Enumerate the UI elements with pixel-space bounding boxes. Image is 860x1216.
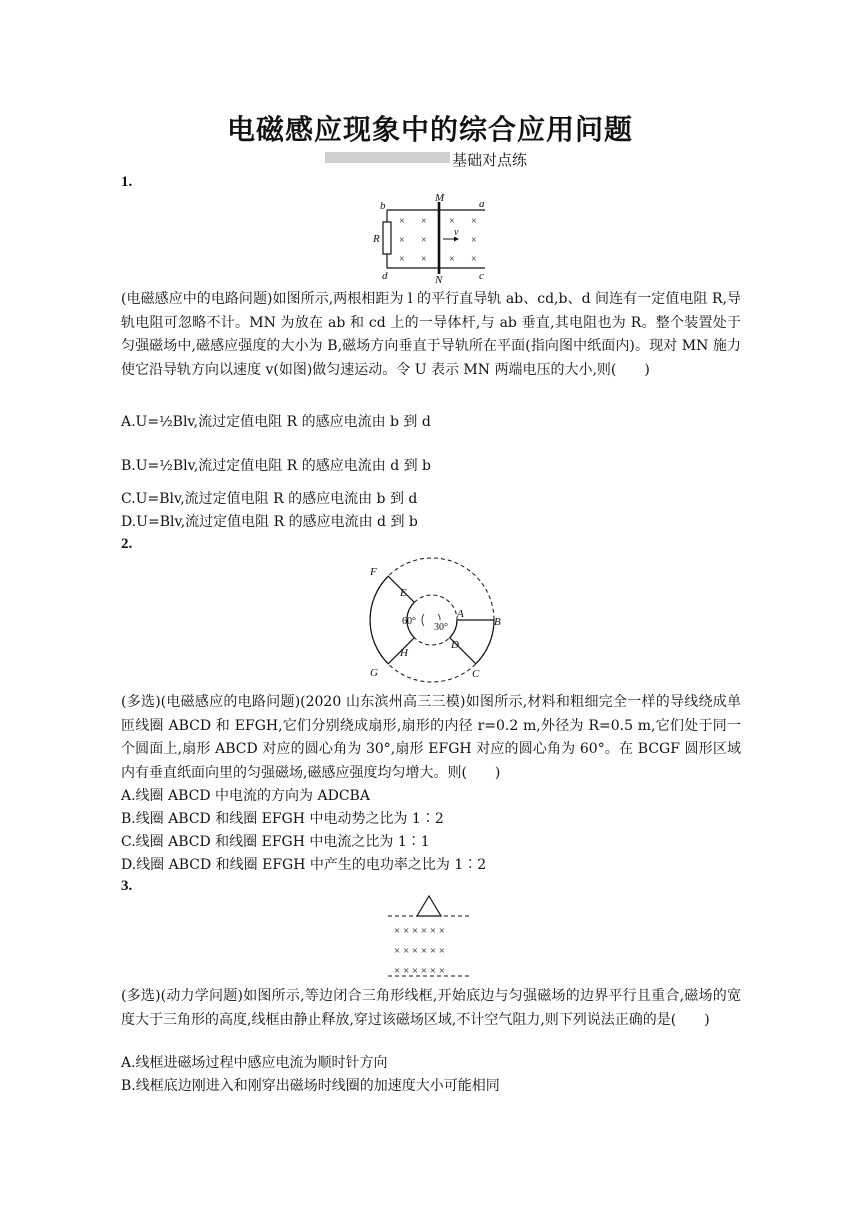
question-2-option-a: A.线圈 ABCD 中电流的方向为 ADCBA — [121, 788, 370, 804]
question-2-number: 2. — [121, 536, 133, 552]
svg-text:× × × × × ×: × × × × × × — [394, 925, 445, 937]
question-3-stem: (多选)(动力学问题)如图所示,等边闭合三角形线框,开始底边与匀强磁场的边界平行且重合,磁场的宽度大于三角形的高度,线框由静止释放,穿过该磁场区域,不计空气阻力,则下列说法正确的是( ) — [121, 988, 741, 1028]
svg-text:×: × — [449, 254, 455, 265]
angle-30-label: 30° — [434, 622, 448, 633]
triangle-frame — [417, 896, 441, 916]
label-M: M — [435, 192, 445, 204]
question-3-option-b: B.线框底边刚进入和刚穿出磁场时线圈的加速度大小可能相同 — [121, 1078, 500, 1094]
page-subtitle: 基础对点练 — [452, 151, 528, 169]
question-2-option-c: C.线圈 ABCD 和线圈 EFGH 中电流之比为 1∶1 — [121, 834, 430, 850]
svg-text:×: × — [471, 254, 477, 265]
label-G: G — [370, 667, 378, 679]
question-1-stem: (电磁感应中的电路问题)如图所示,两根相距为 l 的平行直导轨 ab、cd,b、d 间连有一定值电阻 R,导轨电阻可忽略不计。MN 为放在 ab 和 cd 上的一导体杆,与 ab 垂直,其电阻也为 R。整个装置处于匀强磁场中,磁感应强度的大小为 B,磁场方向垂直于导轨所在平面(指向图中纸面内)。现对 MN 施力使它沿导轨方向以速度 v(如图)做匀速运动。令 U 表示 MN 两端电压的大小,则( ) — [121, 291, 741, 378]
label-d: d — [382, 270, 388, 282]
label-N: N — [435, 274, 443, 284]
question-1-figure — [370, 192, 500, 284]
svg-text:×: × — [399, 216, 405, 227]
label-D: D — [451, 639, 459, 651]
label-v: v — [454, 227, 459, 238]
label-b: b — [380, 200, 386, 212]
svg-text:×: × — [471, 216, 477, 227]
label-A: A — [457, 608, 464, 620]
label-F: F — [370, 566, 377, 578]
svg-text:× × × × × ×: × × × × × × — [394, 965, 445, 977]
label-H: H — [400, 647, 408, 659]
question-1-option-b: B.U=½Blv,流过定值电阻 R 的感应电流由 d 到 b — [121, 458, 432, 474]
svg-text:×: × — [399, 235, 405, 246]
svg-text:×: × — [399, 254, 405, 265]
question-3-number: 3. — [121, 878, 133, 894]
question-2-figure — [354, 552, 510, 684]
question-3-figure — [384, 892, 474, 978]
label-C: C — [472, 668, 480, 680]
question-1-option-a: A.U=½Blv,流过定值电阻 R 的感应电流由 b 到 d — [121, 414, 431, 430]
question-2-option-d: D.线圈 ABCD 和线圈 EFGH 中产生的电功率之比为 1∶2 — [121, 857, 487, 873]
label-R: R — [373, 233, 380, 245]
label-c: c — [479, 270, 484, 282]
angle-60-label: 60° — [402, 616, 416, 627]
question-3-option-a: A.线框进磁场过程中感应电流为顺时针方向 — [121, 1055, 388, 1071]
question-1-number: 1. — [121, 174, 133, 190]
question-1-option-c: C.U=Blv,流过定值电阻 R 的感应电流由 b 到 d — [121, 491, 418, 507]
svg-text:×: × — [421, 235, 427, 246]
resistor-symbol — [383, 222, 391, 254]
label-a: a — [479, 198, 485, 210]
question-2-stem: (多选)(电磁感应的电路问题)(2020 山东滨州高三三模)如图所示,材料和粗细完全一样的导线绕成单匝线圈 ABCD 和 EFGH,它们分别绕成扇形,扇形的内径 r=0.2 m,外径为 R=0.5 m,它们处于同一个圆面上,扇形 ABCD 对应的圆心角为 30°,扇形 EFGH 对应的圆心角为 60°。在 BCGF 圆形区域内有垂直纸面向里的匀强磁场,磁感应强度均匀增大。则( ) — [121, 694, 741, 781]
label-B: B — [494, 616, 501, 628]
svg-text:×: × — [471, 235, 477, 246]
svg-text:×: × — [449, 216, 455, 227]
svg-text:×: × — [421, 254, 427, 265]
label-E: E — [400, 587, 407, 599]
subtitle-bar — [325, 152, 450, 163]
magnetic-field-crosses-q3 — [394, 925, 445, 977]
question-2-option-b: B.线圈 ABCD 和线圈 EFGH 中电动势之比为 1∶2 — [121, 811, 444, 827]
svg-text:×: × — [421, 216, 427, 227]
page-title: 电磁感应现象中的综合应用问题 — [226, 113, 633, 146]
svg-text:× × × × × ×: × × × × × × — [394, 945, 445, 957]
question-1-option-d: D.U=Blv,流过定值电阻 R 的感应电流由 d 到 b — [121, 514, 418, 530]
